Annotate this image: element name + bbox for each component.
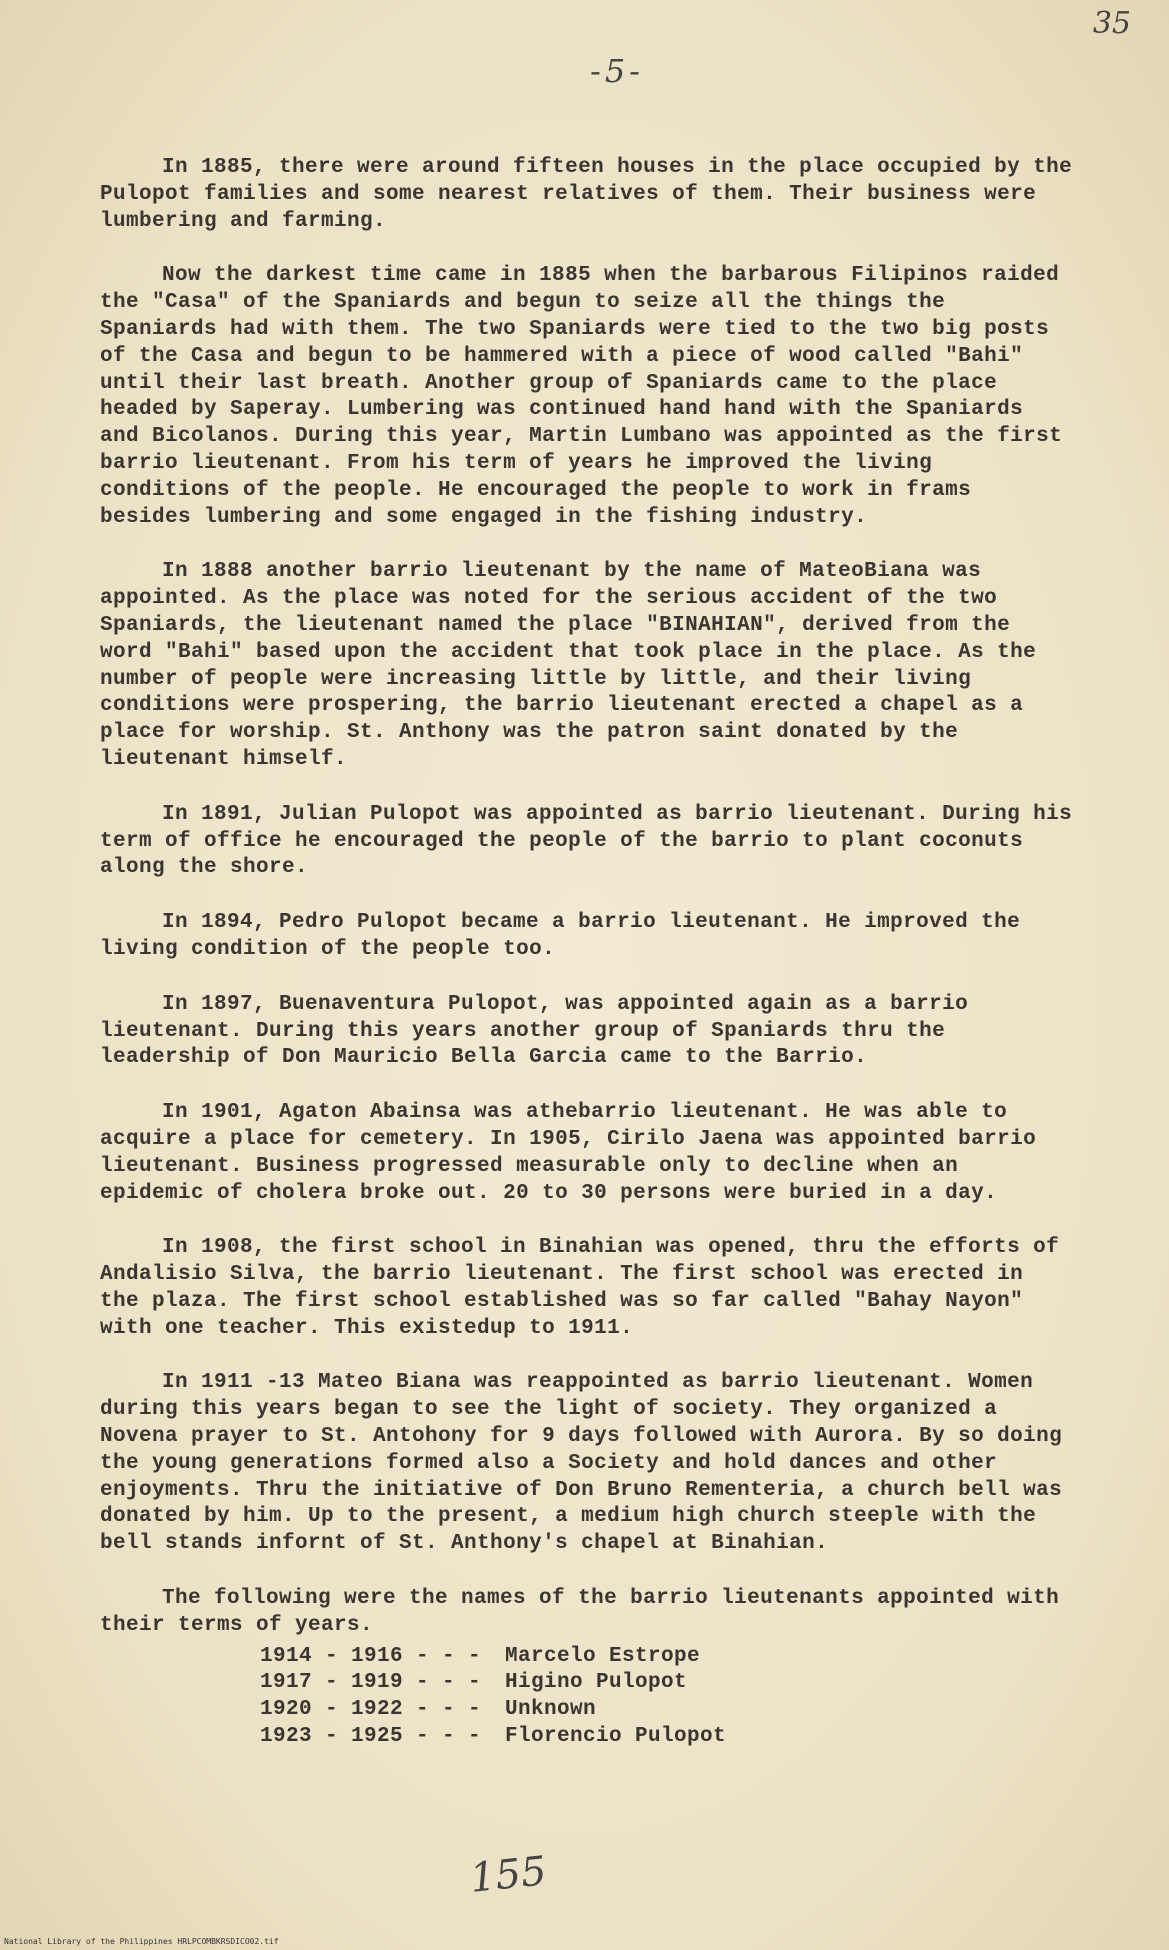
list-item: [260, 1644, 1075, 1671]
paragraph: Now the darkest time came in 1885 when the barbarous Filipinos raided the "Casa" of the Spaniards and begun to seize all the things the Spaniards had with them. The two Spaniards were tied to the two big posts of the Casa and begun to be hammered with a piece of wood called "Bahi" until their last breath. Another group of Spaniards came to the place headed by Saperay. Lumbering was continued hand hand with the Spaniards and Bicolanos. During this year, Martin Lumbano was appointed as the first barrio lieutenant. From his term of years he improved the living conditions of the people. He encouraged the people to work in frams besides lumbering and some engaged in the fishing industry.: [100, 264, 1063, 529]
page-number: -5-: [590, 52, 644, 90]
paragraph: In 1911 -13 Mateo Biana was reappointed as barrio lieutenant. Women during this years began to see the light of society. They organized a Novena prayer to St. Antohony for 9 days followed with Aurora. By so doing the young generations formed also a Society and hold dances and other enjoyments. Thru the initiative of Don Bruno Rementeria, a church bell was donated by him. Up to the present, a medium high church steeple with the bell stands infornt of St. Anthony's chapel at Binahian.: [100, 1371, 1063, 1556]
paragraph: In 1891, Julian Pulopot was appointed as barrio lieutenant. During his term of office he encouraged the people of the barrio to plant coconuts along the shore.: [100, 802, 1073, 880]
bottom-page-number: 155: [467, 1848, 549, 1902]
paragraph: In 1894, Pedro Pulopot became a barrio lieutenant. He improved the living condition of the people too.: [100, 911, 1021, 961]
term-years: 1914 - 1916 - - -: [260, 1644, 482, 1668]
term-years: 1920 - 1922 - - -: [260, 1698, 482, 1722]
paragraph: The following were the names of the barrio lieutenants appointed with their terms of years.: [100, 1587, 1060, 1637]
lieutenant-list: [260, 1644, 1075, 1751]
term-years: 1923 - 1925 - - -: [260, 1725, 482, 1749]
paragraph: In 1885, there were around fifteen houses in the place occupied by the Pulopot families and some nearest relatives of them. Their business were lumbering and farming.: [100, 156, 1073, 233]
paragraph: In 1901, Agaton Abainsa was athebarrio lieutenant. He was able to acquire a place for cemetery. In 1905, Cirilo Jaena was appointed barrio lieutenant. Business progressed measurable only to decline when an epidemic of cholera broke out. 20 to 30 persons were buried in a day.: [100, 1101, 1037, 1205]
paragraph: In 1888 another barrio lieutenant by the name of MateoBiana was appointed. As the place was noted for the serious accident of the two Spaniards, the lieutenant named the place "BINAHIAN", derived from the word "Bahi" based upon the accident that took place in the place. As the number of people were increasing little by little, and their living conditions were prospering, the barrio lieutenant erected a chapel as a place for worship. St. Anthony was the patron saint donated by the lieutenant himself.: [100, 560, 1037, 771]
paragraph: In 1897, Buenaventura Pulopot, was appointed again as a barrio lieutenant. During this years another group of Spaniards thru the leadership of Don Mauricio Bella Garcia came to the Barrio.: [100, 992, 969, 1070]
paragraph: In 1908, the first school in Binahian was opened, thru the efforts of Andalisio Silva, the barrio lieutenant. The first school was erected in the plaza. The first school established was so far called "Bahay Nayon" with one teacher. This existedup to 1911.: [100, 1236, 1060, 1340]
term-years: 1917 - 1919 - - -: [260, 1671, 482, 1695]
lieutenant-name: Unknown: [505, 1698, 597, 1722]
document-body: [100, 155, 1075, 1751]
lieutenant-name: Marcelo Estrope: [505, 1644, 701, 1668]
list-item: [260, 1697, 1075, 1724]
archive-note: National Library of the Philippines HRLPCOMBKRSDICO02.tif: [4, 1937, 279, 1946]
list-item: [260, 1724, 1075, 1751]
list-item: [260, 1670, 1075, 1697]
lieutenant-name: Florencio Pulopot: [505, 1725, 727, 1749]
corner-page-number: 35: [1092, 6, 1131, 41]
lieutenant-name: Higino Pulopot: [505, 1671, 688, 1695]
